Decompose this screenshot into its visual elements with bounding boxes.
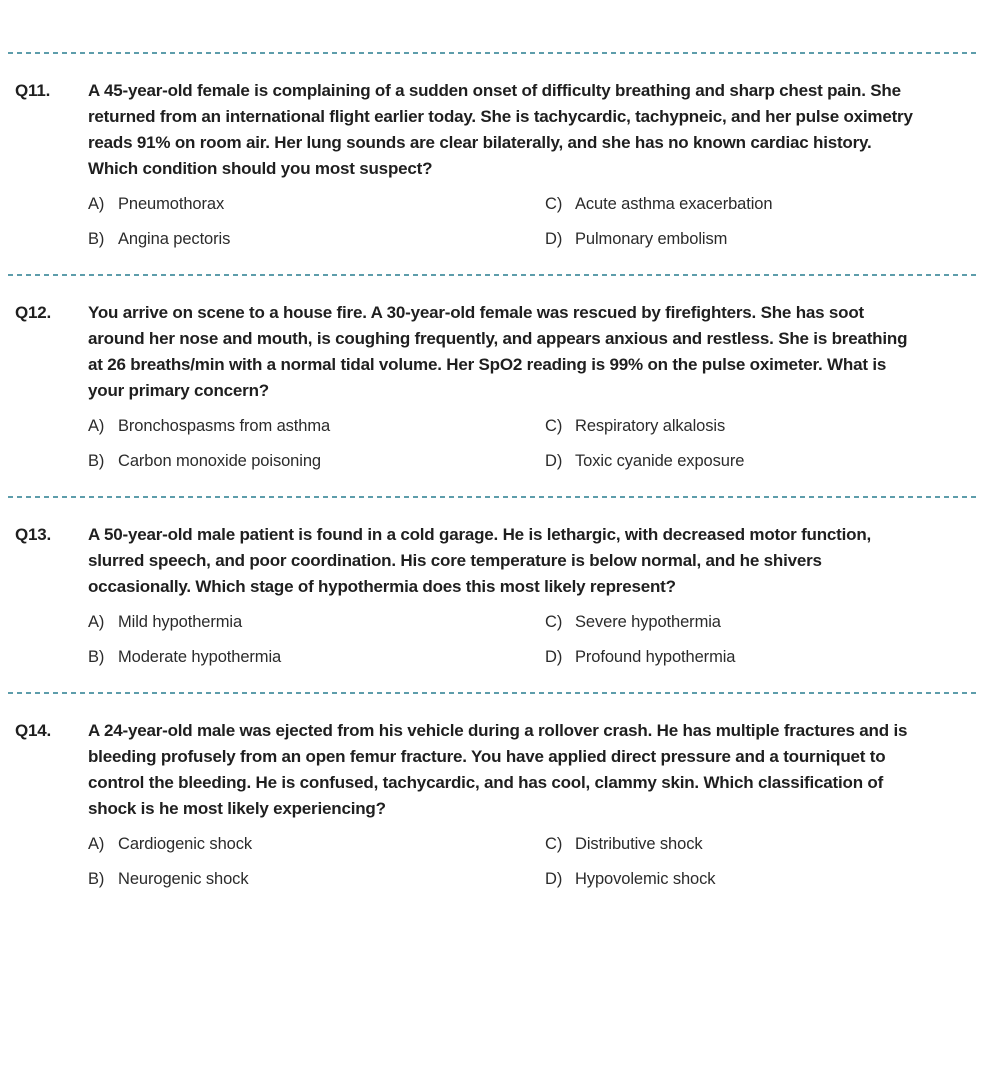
- answer-option: [88, 226, 545, 252]
- question-number: Q11.: [15, 81, 51, 100]
- answer-option: [545, 831, 984, 857]
- option-text: Moderate hypothermia: [118, 648, 282, 666]
- option-letter: D): [545, 870, 563, 888]
- question-row: [0, 522, 984, 600]
- option-text: Cardiogenic shock: [118, 835, 253, 853]
- answer-option: [88, 609, 545, 635]
- option-letter: C): [545, 835, 563, 853]
- option-letter: B): [88, 452, 105, 470]
- question-number: Q13.: [15, 525, 52, 544]
- question-number: Q12.: [15, 303, 52, 322]
- question-section: [0, 692, 984, 914]
- option-letter: B): [88, 230, 105, 248]
- question-row: [0, 718, 984, 822]
- option-text: Toxic cyanide exposure: [575, 452, 745, 470]
- question-list: [0, 52, 984, 914]
- answer-options: [0, 413, 984, 474]
- question-text: A 45-year-old female is complaining of a sudden onset of difficulty breathing and sharp chest pain. She returned from an international flight earlier today. She is tachycardic, tachypneic, and her pulse oximetry reads 91% on room air. Her lung sounds are clear bilaterally, and she has no known cardiac history. Which condition should you most suspect?: [88, 81, 913, 178]
- answer-option: [545, 191, 984, 217]
- answer-option: [545, 644, 984, 670]
- answer-options: [0, 609, 984, 670]
- question-section: [0, 496, 984, 692]
- question-number: Q14.: [15, 721, 52, 740]
- answer-option: [545, 866, 984, 892]
- option-letter: B): [88, 648, 105, 666]
- option-text: Pneumothorax: [118, 195, 225, 213]
- option-letter: D): [545, 648, 563, 666]
- answer-option: [545, 448, 984, 474]
- option-letter: A): [88, 195, 105, 213]
- option-letter: C): [545, 195, 563, 213]
- answer-option: [88, 448, 545, 474]
- option-text: Distributive shock: [575, 835, 703, 853]
- option-text: Mild hypothermia: [118, 613, 243, 631]
- option-text: Neurogenic shock: [118, 870, 249, 888]
- answer-option: [545, 413, 984, 439]
- answer-options: [0, 831, 984, 892]
- option-text: Profound hypothermia: [575, 648, 736, 666]
- answer-option: [545, 609, 984, 635]
- option-text: Carbon monoxide poisoning: [118, 452, 321, 470]
- answer-option: [88, 644, 545, 670]
- option-text: Respiratory alkalosis: [575, 417, 726, 435]
- question-text: You arrive on scene to a house fire. A 30-year-old female was rescued by firefighters. She has soot around her nose and mouth, is coughing frequently, and appears anxious and restless. She is breathing at 26 breaths/min with a normal tidal volume. Her SpO2 reading is 99% on the pulse oximeter. What is your primary concern?: [88, 303, 908, 400]
- dashed-divider: [8, 496, 976, 498]
- option-text: Pulmonary embolism: [575, 230, 728, 248]
- answer-option: [88, 831, 545, 857]
- option-letter: A): [88, 835, 105, 853]
- option-text: Acute asthma exacerbation: [575, 195, 773, 213]
- question-section: [0, 52, 984, 274]
- question-text: A 24-year-old male was ejected from his vehicle during a rollover crash. He has multiple fractures and is bleeding profusely from an open femur fracture. You have applied direct pressure and a tourniquet to control the bleeding. He is confused, tachycardic, and has cool, clammy skin. Which classification of shock is he most likely experiencing?: [88, 721, 908, 818]
- answer-options: [0, 191, 984, 252]
- dashed-divider: [8, 692, 976, 694]
- option-text: Hypovolemic shock: [575, 870, 716, 888]
- option-text: Bronchospasms from asthma: [118, 417, 331, 435]
- option-letter: C): [545, 417, 563, 435]
- option-text: Severe hypothermia: [575, 613, 721, 631]
- question-row: [0, 300, 984, 404]
- option-letter: A): [88, 417, 105, 435]
- question-section: [0, 274, 984, 496]
- answer-option: [545, 226, 984, 252]
- option-text: Angina pectoris: [118, 230, 231, 248]
- option-letter: C): [545, 613, 563, 631]
- dashed-divider: [8, 274, 976, 276]
- question-row: [0, 78, 984, 182]
- answer-option: [88, 413, 545, 439]
- option-letter: D): [545, 230, 563, 248]
- question-text: A 50-year-old male patient is found in a cold garage. He is lethargic, with decreased motor function, slurred speech, and poor coordination. His core temperature is below normal, and he shivers occasionally. Which stage of hypothermia does this most likely represent?: [88, 525, 872, 596]
- answer-option: [88, 191, 545, 217]
- option-letter: B): [88, 870, 105, 888]
- option-letter: A): [88, 613, 105, 631]
- dashed-divider: [8, 52, 976, 54]
- answer-option: [88, 866, 545, 892]
- option-letter: D): [545, 452, 563, 470]
